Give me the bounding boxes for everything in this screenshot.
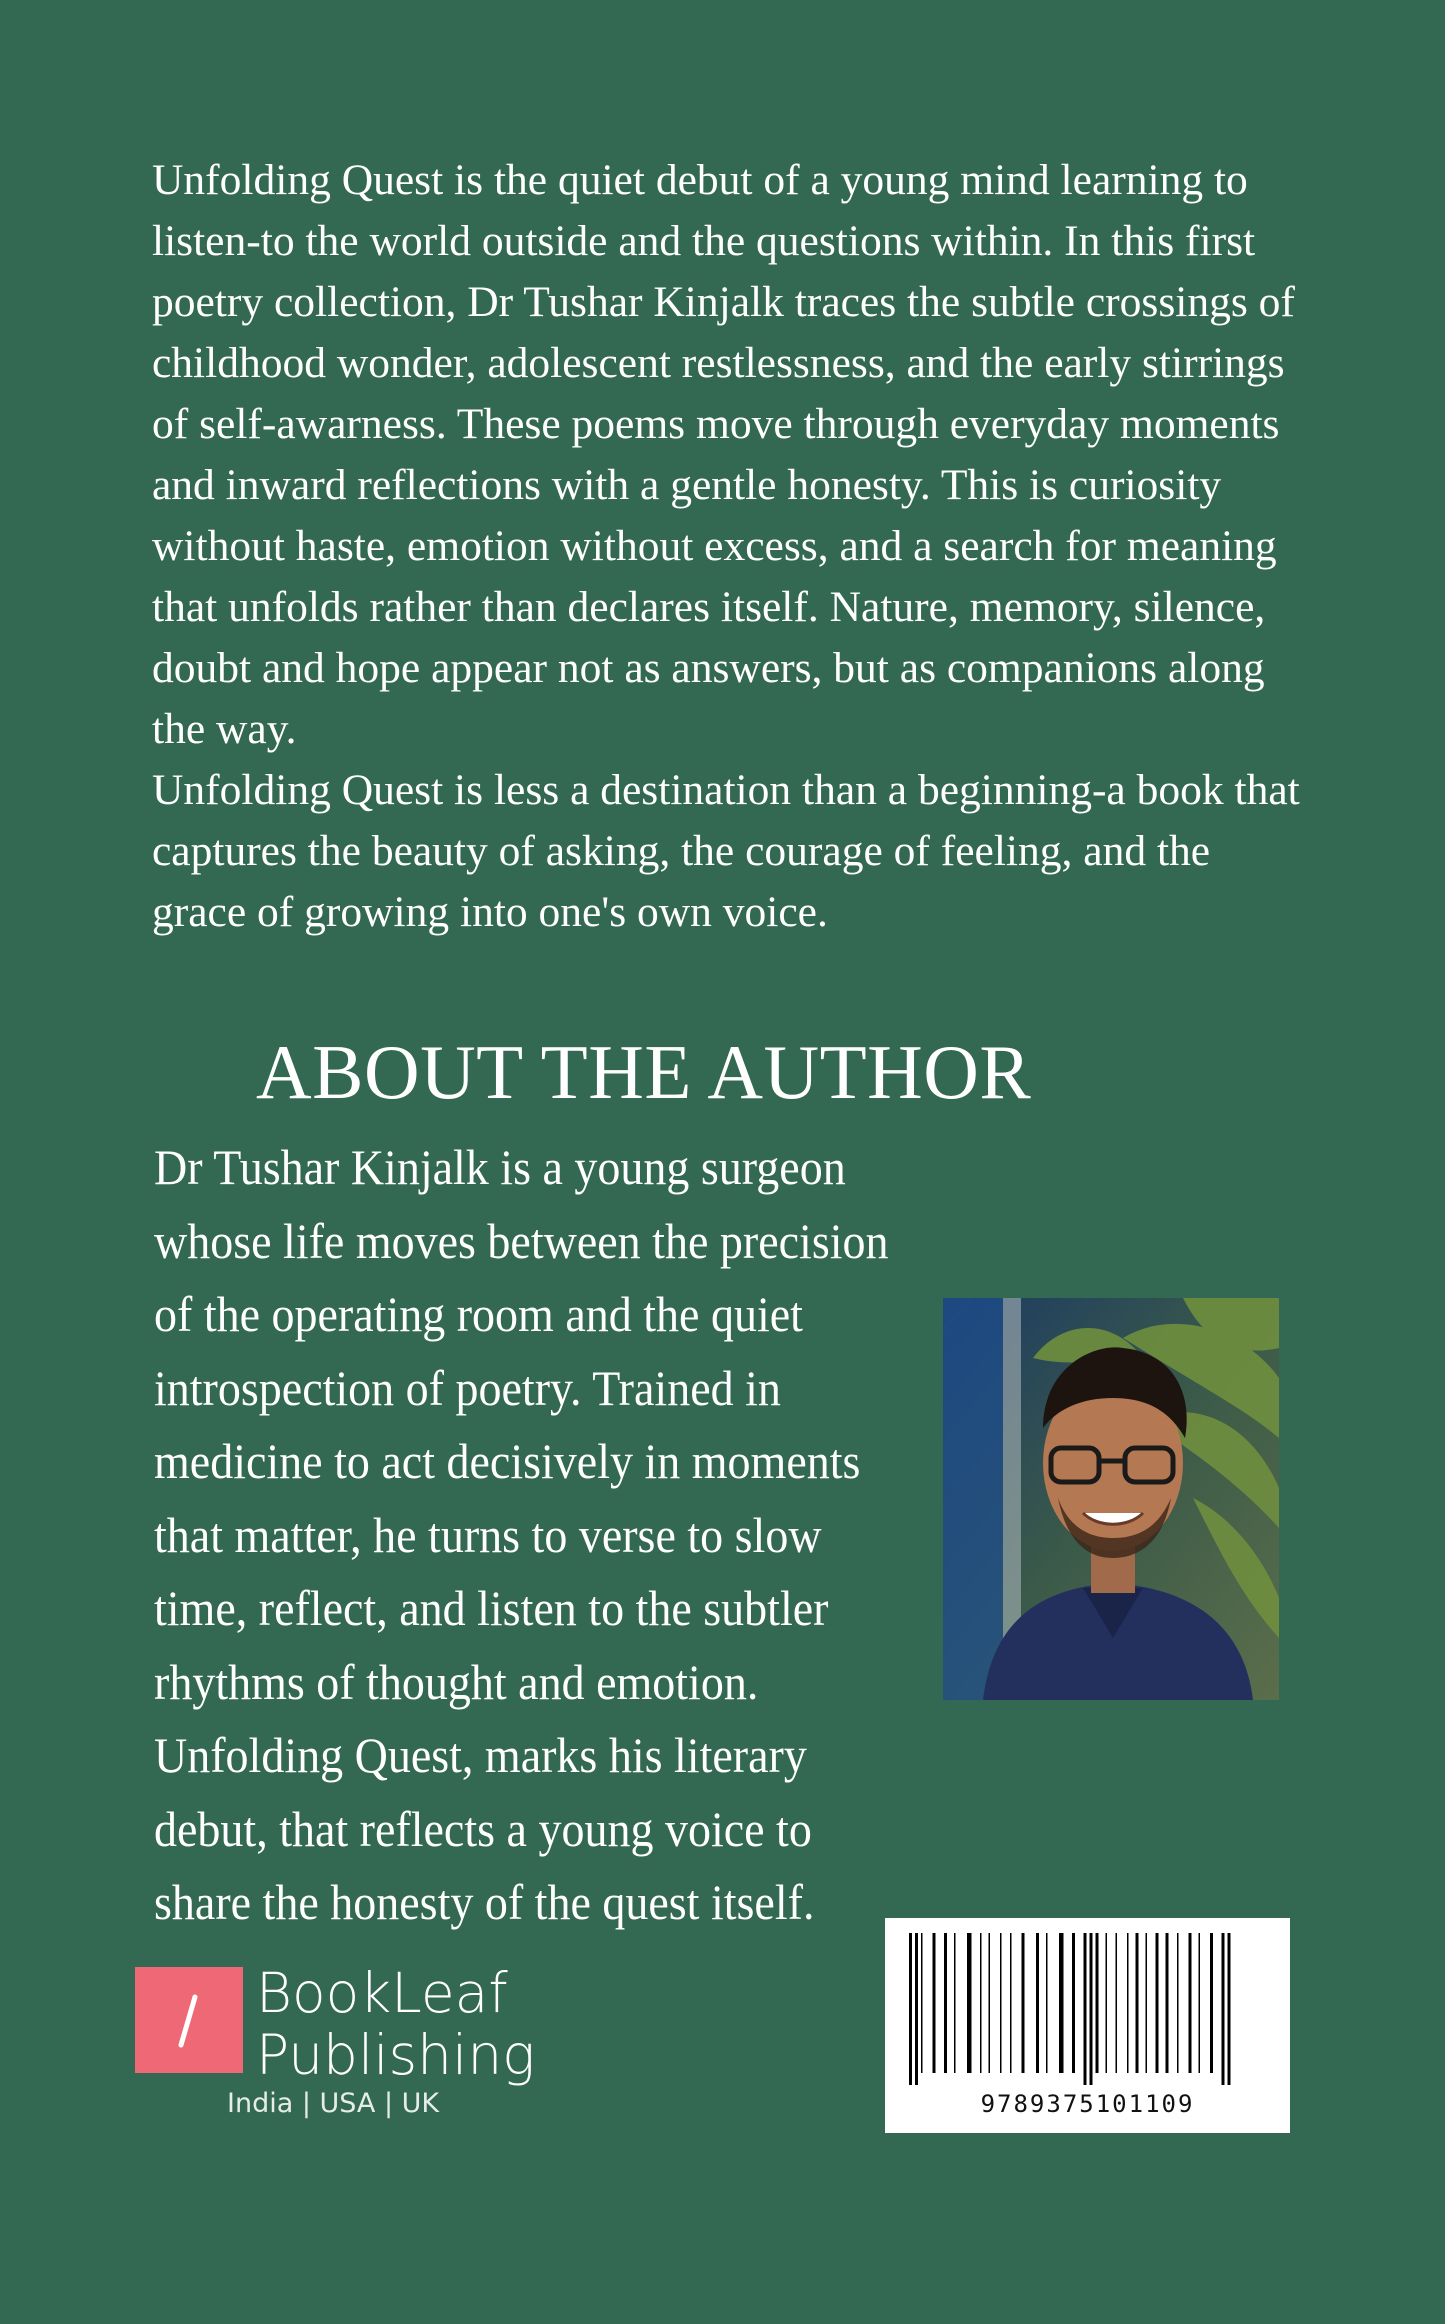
barcode-bar	[1022, 1933, 1025, 2073]
barcode-bar	[1090, 1933, 1093, 2085]
barcode-bar	[1146, 1933, 1148, 2073]
barcode-bar	[1036, 1933, 1039, 2073]
barcode-bar	[1222, 1933, 1225, 2085]
publisher-logo	[135, 1962, 555, 2142]
author-bio	[154, 1131, 890, 1940]
publisher-name-line-1: BookLeaf	[256, 1961, 508, 2025]
author-bio-text: Dr Tushar Kinjalk is a young surgeon whose life moves between the precision of the operating room and the quiet introspection of poetry. Trained in medicine to act decisively in moments that matter, he turns to verse to slow time, reflect, and listen to the subtler rhythms of thought and emotion. Unfolding Quest, marks his literary debut, that reflects a young voice to share the honesty of the quest itself.	[154, 1139, 889, 1930]
about-author-heading: ABOUT THE AUTHOR	[256, 1029, 1032, 1115]
blurb-paragraph-2: Unfolding Quest is less a destination than a beginning-a book that captures the beauty of asking, the courage of feeling, and the grace of growing into one's own voice.	[152, 766, 1300, 936]
barcode-bar	[1072, 1933, 1075, 2073]
barcode-bar	[921, 1933, 923, 2073]
barcode-bar	[989, 1933, 991, 2073]
barcode-bar	[1156, 1933, 1159, 2073]
barcode-bar	[1136, 1933, 1139, 2073]
barcode-bar	[1228, 1933, 1231, 2085]
barcode-bar	[1059, 1933, 1064, 2073]
barcode-bar	[1166, 1933, 1169, 2073]
author-photo	[943, 1298, 1279, 1700]
barcode-bar	[967, 1933, 972, 2073]
barcode-bars	[905, 1933, 1270, 2085]
back-cover-blurb	[152, 150, 1302, 943]
isbn-number: 9789375101109	[980, 2090, 1195, 2118]
barcode-bar	[1116, 1933, 1118, 2073]
publisher-name	[256, 1962, 535, 2086]
barcode-bar	[1189, 1933, 1192, 2073]
publisher-regions: India | USA | UK	[227, 2088, 440, 2119]
barcode-bar	[1000, 1933, 1002, 2073]
barcode-bar	[1046, 1933, 1048, 2073]
barcode-bar	[933, 1933, 936, 2073]
publisher-name-line-2: Publishing	[256, 2023, 536, 2087]
barcode-bar	[1084, 1933, 1087, 2085]
barcode-bar	[1096, 1933, 1099, 2073]
barcode-bar	[1127, 1933, 1129, 2073]
publisher-logo-mark	[135, 1967, 243, 2073]
barcode-bar	[944, 1933, 947, 2073]
barcode-bar	[1010, 1933, 1012, 2073]
barcode-bar	[1177, 1933, 1179, 2073]
barcode-bar	[1210, 1933, 1213, 2073]
barcode-bar	[1106, 1933, 1108, 2073]
blurb-paragraph-1: Unfolding Quest is the quiet debut of a young mind learning to listen-to the world outside and the questions within. In this first poetry collection, Dr Tushar Kinjalk traces the subtle crossings of childhood wonder, adolescent restlessness, and the early stirrings of self-awarness. These poems move through everyday moments and inward reflections with a gentle honesty. This is curiosity without haste, emotion without excess, and a search for meaning that unfolds rather than declares itself. Nature, memory, silence, doubt and hope appear not as answers, but as companions along the way.	[152, 156, 1295, 753]
barcode-bar	[1199, 1933, 1201, 2073]
barcode-bar	[954, 1933, 956, 2073]
barcode-bar	[915, 1933, 918, 2085]
barcode-bar	[980, 1933, 982, 2073]
barcode-bar	[909, 1933, 912, 2085]
isbn-barcode	[885, 1918, 1290, 2133]
